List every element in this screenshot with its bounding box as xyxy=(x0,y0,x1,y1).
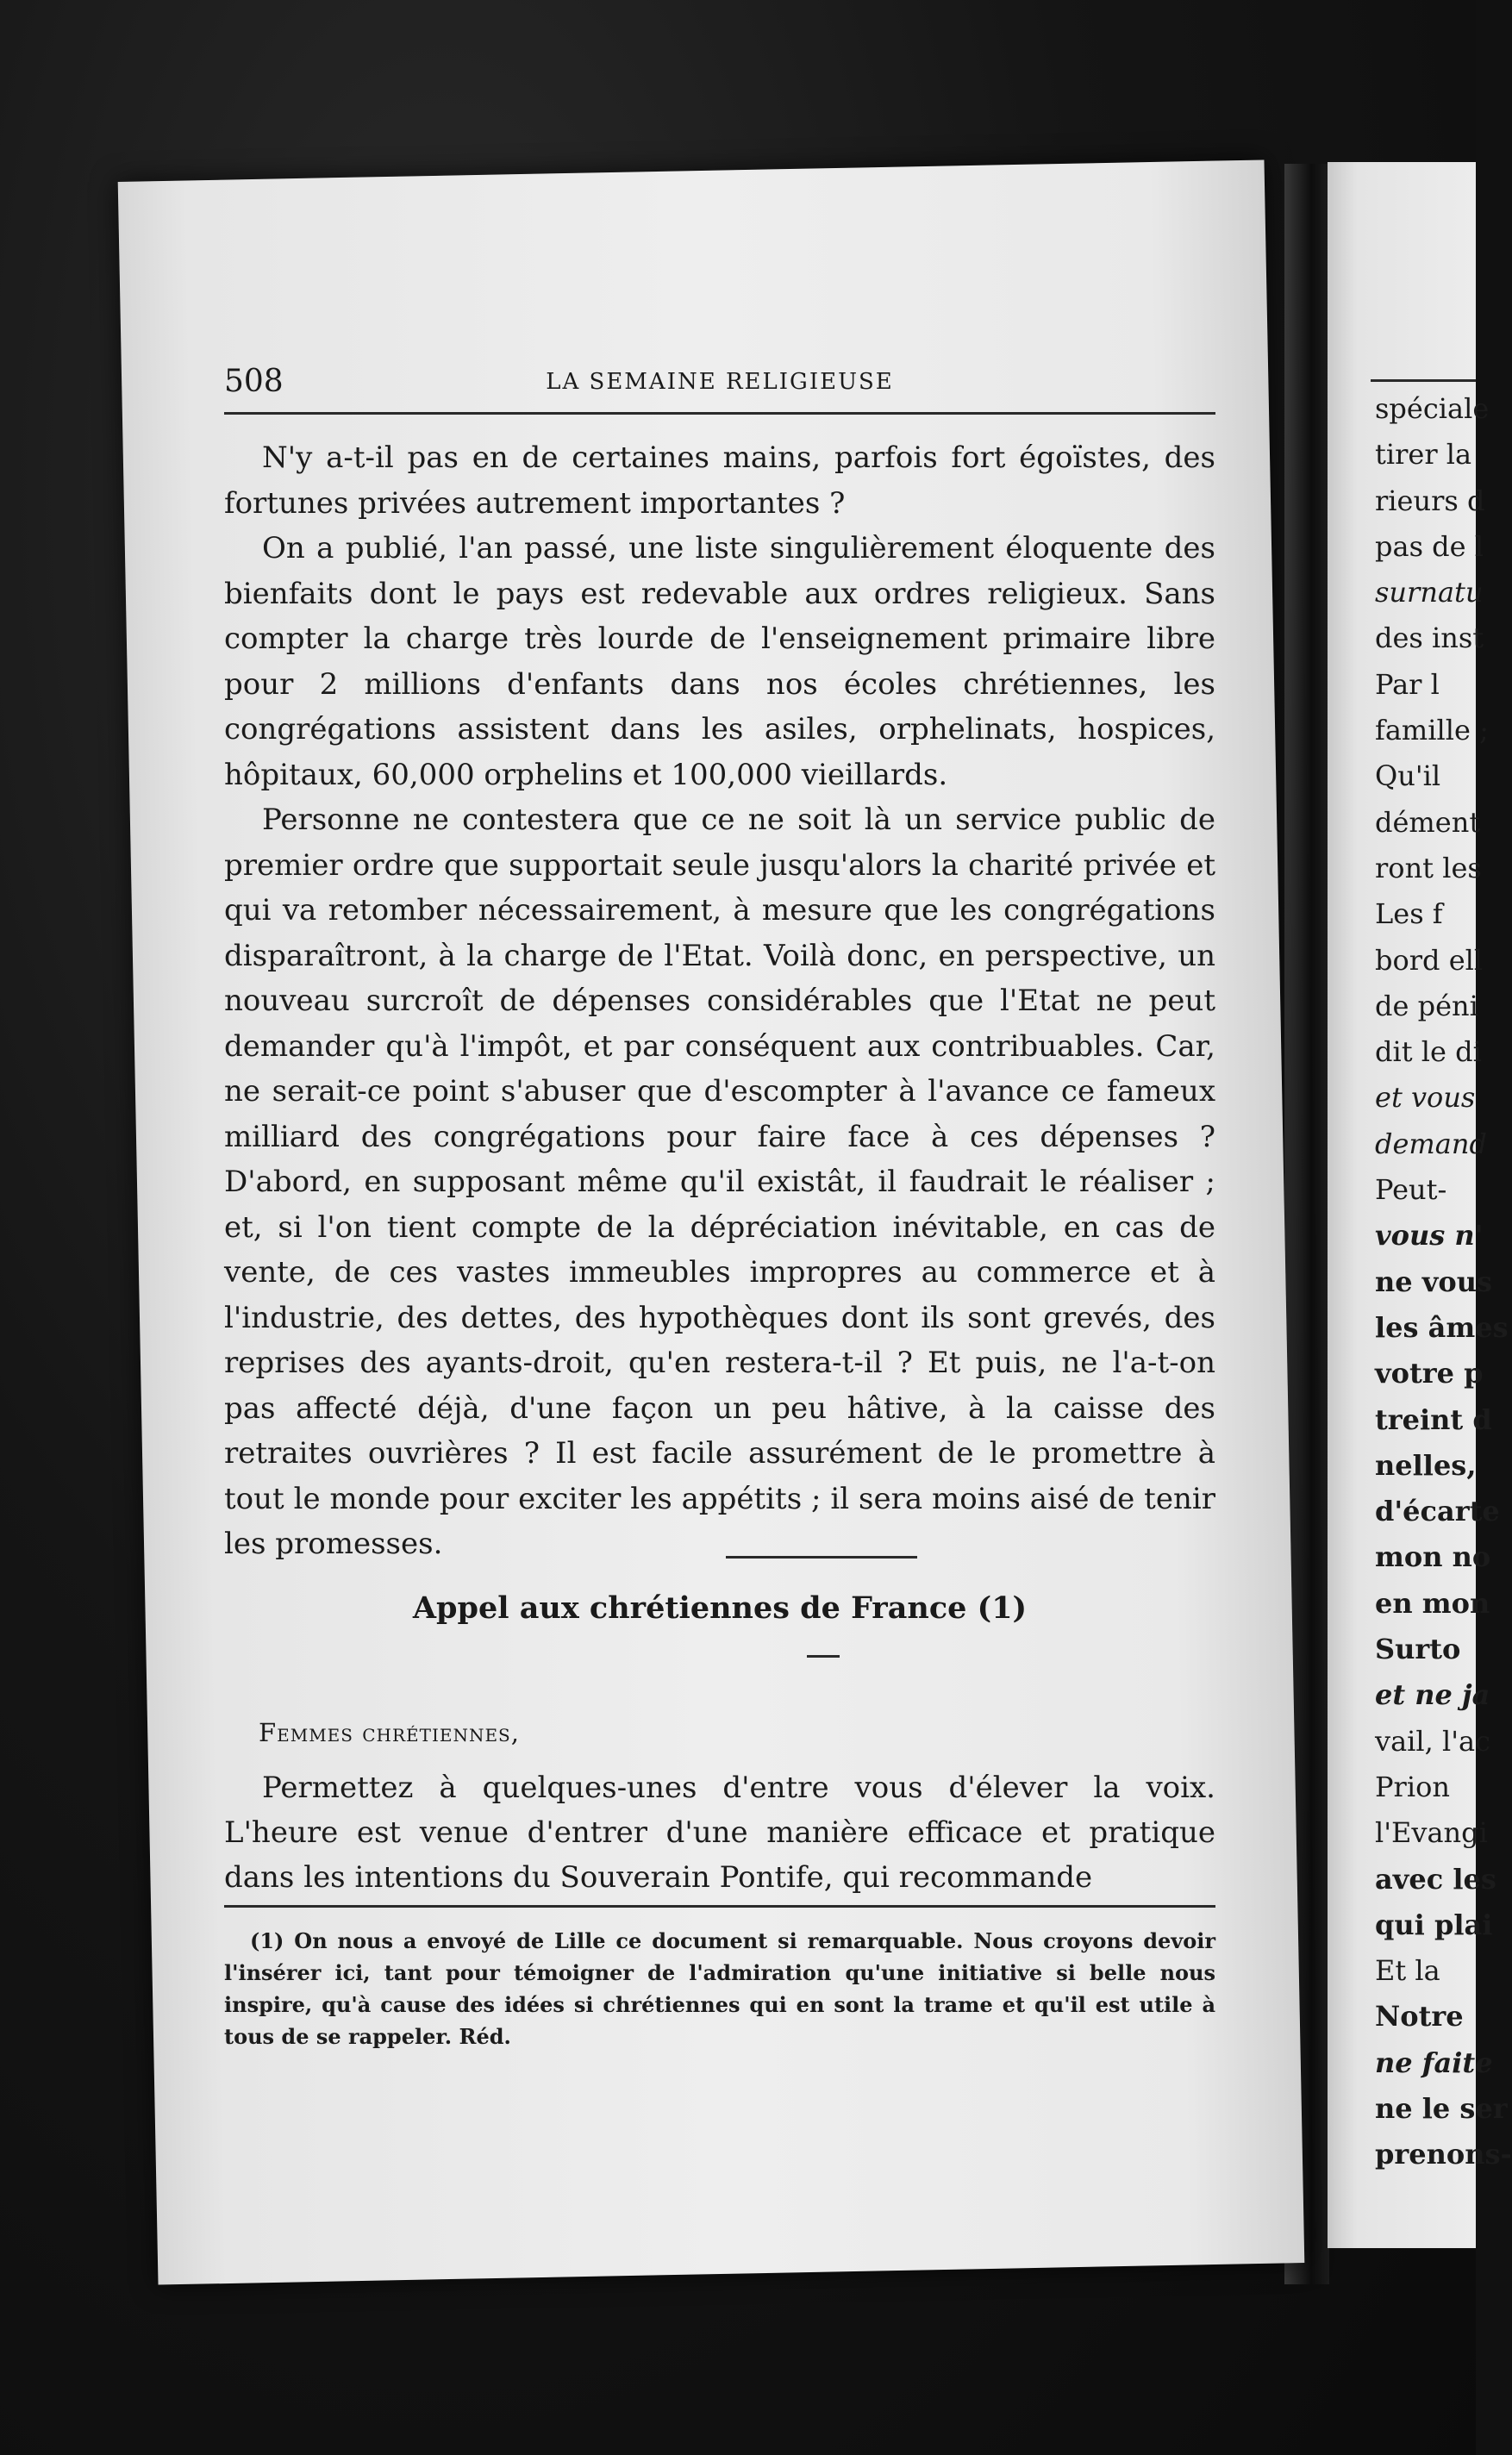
right-line: Les f xyxy=(1375,897,1443,931)
right-line: de péni xyxy=(1375,989,1478,1022)
footnote-rule xyxy=(224,1905,1215,1908)
right-line: ne vous xyxy=(1375,1265,1492,1298)
footnote-text: (1) On nous a envoyé de Lille ce document si remarquable. Nous croyons devoir l'insérer ici, tant pour témoigner de l'admiration qu'une initiative si belle nous inspire, qu'à cause des idées si chrétiennes qui en sont la trame et qu'il est utile à tous de se rappeler. Réd. xyxy=(224,1928,1215,2049)
right-line: et ne ja xyxy=(1375,1678,1490,1712)
right-page-text xyxy=(1375,386,1512,2178)
right-line: rieurs d xyxy=(1375,484,1485,517)
right-line: qui plai xyxy=(1375,1908,1493,1941)
right-line: Surto xyxy=(1375,1633,1461,1666)
section-separator xyxy=(726,1556,917,1559)
right-line: prenons- xyxy=(1375,2138,1512,2171)
salutation: Femmes chrétiennes, xyxy=(259,1718,520,1747)
section-title: Appel aux chrétiennes de France (1) xyxy=(412,1590,1028,1626)
right-line: d'écarte xyxy=(1375,1495,1500,1528)
paragraph: On a publié, l'an passé, une liste singulièrement éloquente des bienfaits dont le pays est redevable aux ordres religieux. Sans compter la charge très lourde de l'enseignement primaire libre pour 2 millions d'enfants dans nos écoles chrétiennes, les congrégations assistent dans les asiles, orphelinats, hospices, hôpitaux, 60,000 orphelins et 100,000 vieillards. xyxy=(224,531,1215,792)
right-line: des inst xyxy=(1375,622,1484,655)
right-line: Et la xyxy=(1375,1954,1440,1988)
right-line: ne faite xyxy=(1375,2046,1493,2079)
right-line: votre p xyxy=(1375,1357,1484,1390)
right-line: Prion xyxy=(1375,1770,1450,1803)
right-line: tirer la xyxy=(1375,438,1472,472)
right-line: les âmes xyxy=(1375,1310,1509,1344)
page-header xyxy=(224,360,1215,415)
right-line: treint d xyxy=(1375,1402,1492,1436)
paragraph: Permettez à quelques-unes d'entre vous d'élever la voix. L'heure est venue d'entrer d'une manière efficace et pratique dans les intentions du Souverain Pontife, qui recommande xyxy=(224,1771,1215,1895)
right-line: ront les xyxy=(1375,851,1482,884)
footnote xyxy=(224,1925,1215,2052)
right-line: bord ell xyxy=(1375,943,1484,977)
right-line: nelles, xyxy=(1375,1448,1477,1482)
right-line: dément xyxy=(1375,805,1481,839)
right-line: mon no xyxy=(1375,1540,1491,1574)
article-body xyxy=(224,435,1215,1567)
right-line: Notre xyxy=(1375,2000,1464,2033)
right-line: famille ; xyxy=(1375,714,1489,747)
appel-body xyxy=(224,1765,1215,1900)
right-line: et vous xyxy=(1375,1081,1476,1115)
paragraph: Personne ne contestera que ce ne soit là un service public de premier ordre que supportait seule jusqu'alors la charité privée et qui va retomber nécessairement, à mesure que les congrégations disparaîtront, à la charge de l'Etat. Voilà donc, en perspective, un nouveau surcroît de dépenses considérables que l'Etat ne peut demander qu'à l'impôt, et par conséquent aux contribuables. Car, ne serait-ce point s'abuser que d'escompter à l'avance ce fameux milliard des congrégations pour faire face à ces dépenses ? D'abord, en supposant même qu'il existât, il faudrait le réaliser ; et, si l'on tient compte de la dépréciation inévitable, en cas de vente, de ces vastes immeubles impropres au commerce et à l'industrie, des dettes, des hypothèques dont ils sont grevés, des reprises des ayants-droit, qu'en restera-t-il ? Et puis, ne l'a-t-on pas affecté déjà, d'une façon un peu hâtive, à la caisse des retraites ouvrières ? Il est facile assurément de le promettre à tout le monde pour exciter les appétits ; il sera moins aisé de tenir les promesses. xyxy=(224,803,1215,1561)
right-line: Qu'il xyxy=(1375,759,1441,793)
right-line: en mon xyxy=(1375,1586,1490,1620)
right-line: demand xyxy=(1375,1127,1487,1160)
right-line: spéciale xyxy=(1375,392,1490,425)
right-line: Par l xyxy=(1375,667,1440,701)
right-line: ne le ser xyxy=(1375,2091,1508,2125)
paragraph: N'y a-t-il pas en de certaines mains, parfois fort égoïstes, des fortunes privées autrement importantes ? xyxy=(224,440,1215,521)
running-head: LA SEMAINE RELIGIEUSE xyxy=(546,369,894,395)
title-dash xyxy=(807,1655,840,1658)
right-page-rule xyxy=(1371,379,1476,382)
right-line: avec les xyxy=(1375,1862,1496,1896)
right-line: l'Evangi xyxy=(1375,1816,1488,1850)
right-line: vail, l'ac xyxy=(1375,1724,1490,1758)
right-line: surnatu xyxy=(1375,576,1484,609)
page-number: 508 xyxy=(224,364,284,399)
right-line: Peut- xyxy=(1375,1173,1447,1207)
right-line: vous n' xyxy=(1375,1219,1484,1252)
right-line: dit le di xyxy=(1375,1035,1482,1069)
right-line: pas de l xyxy=(1375,529,1484,563)
